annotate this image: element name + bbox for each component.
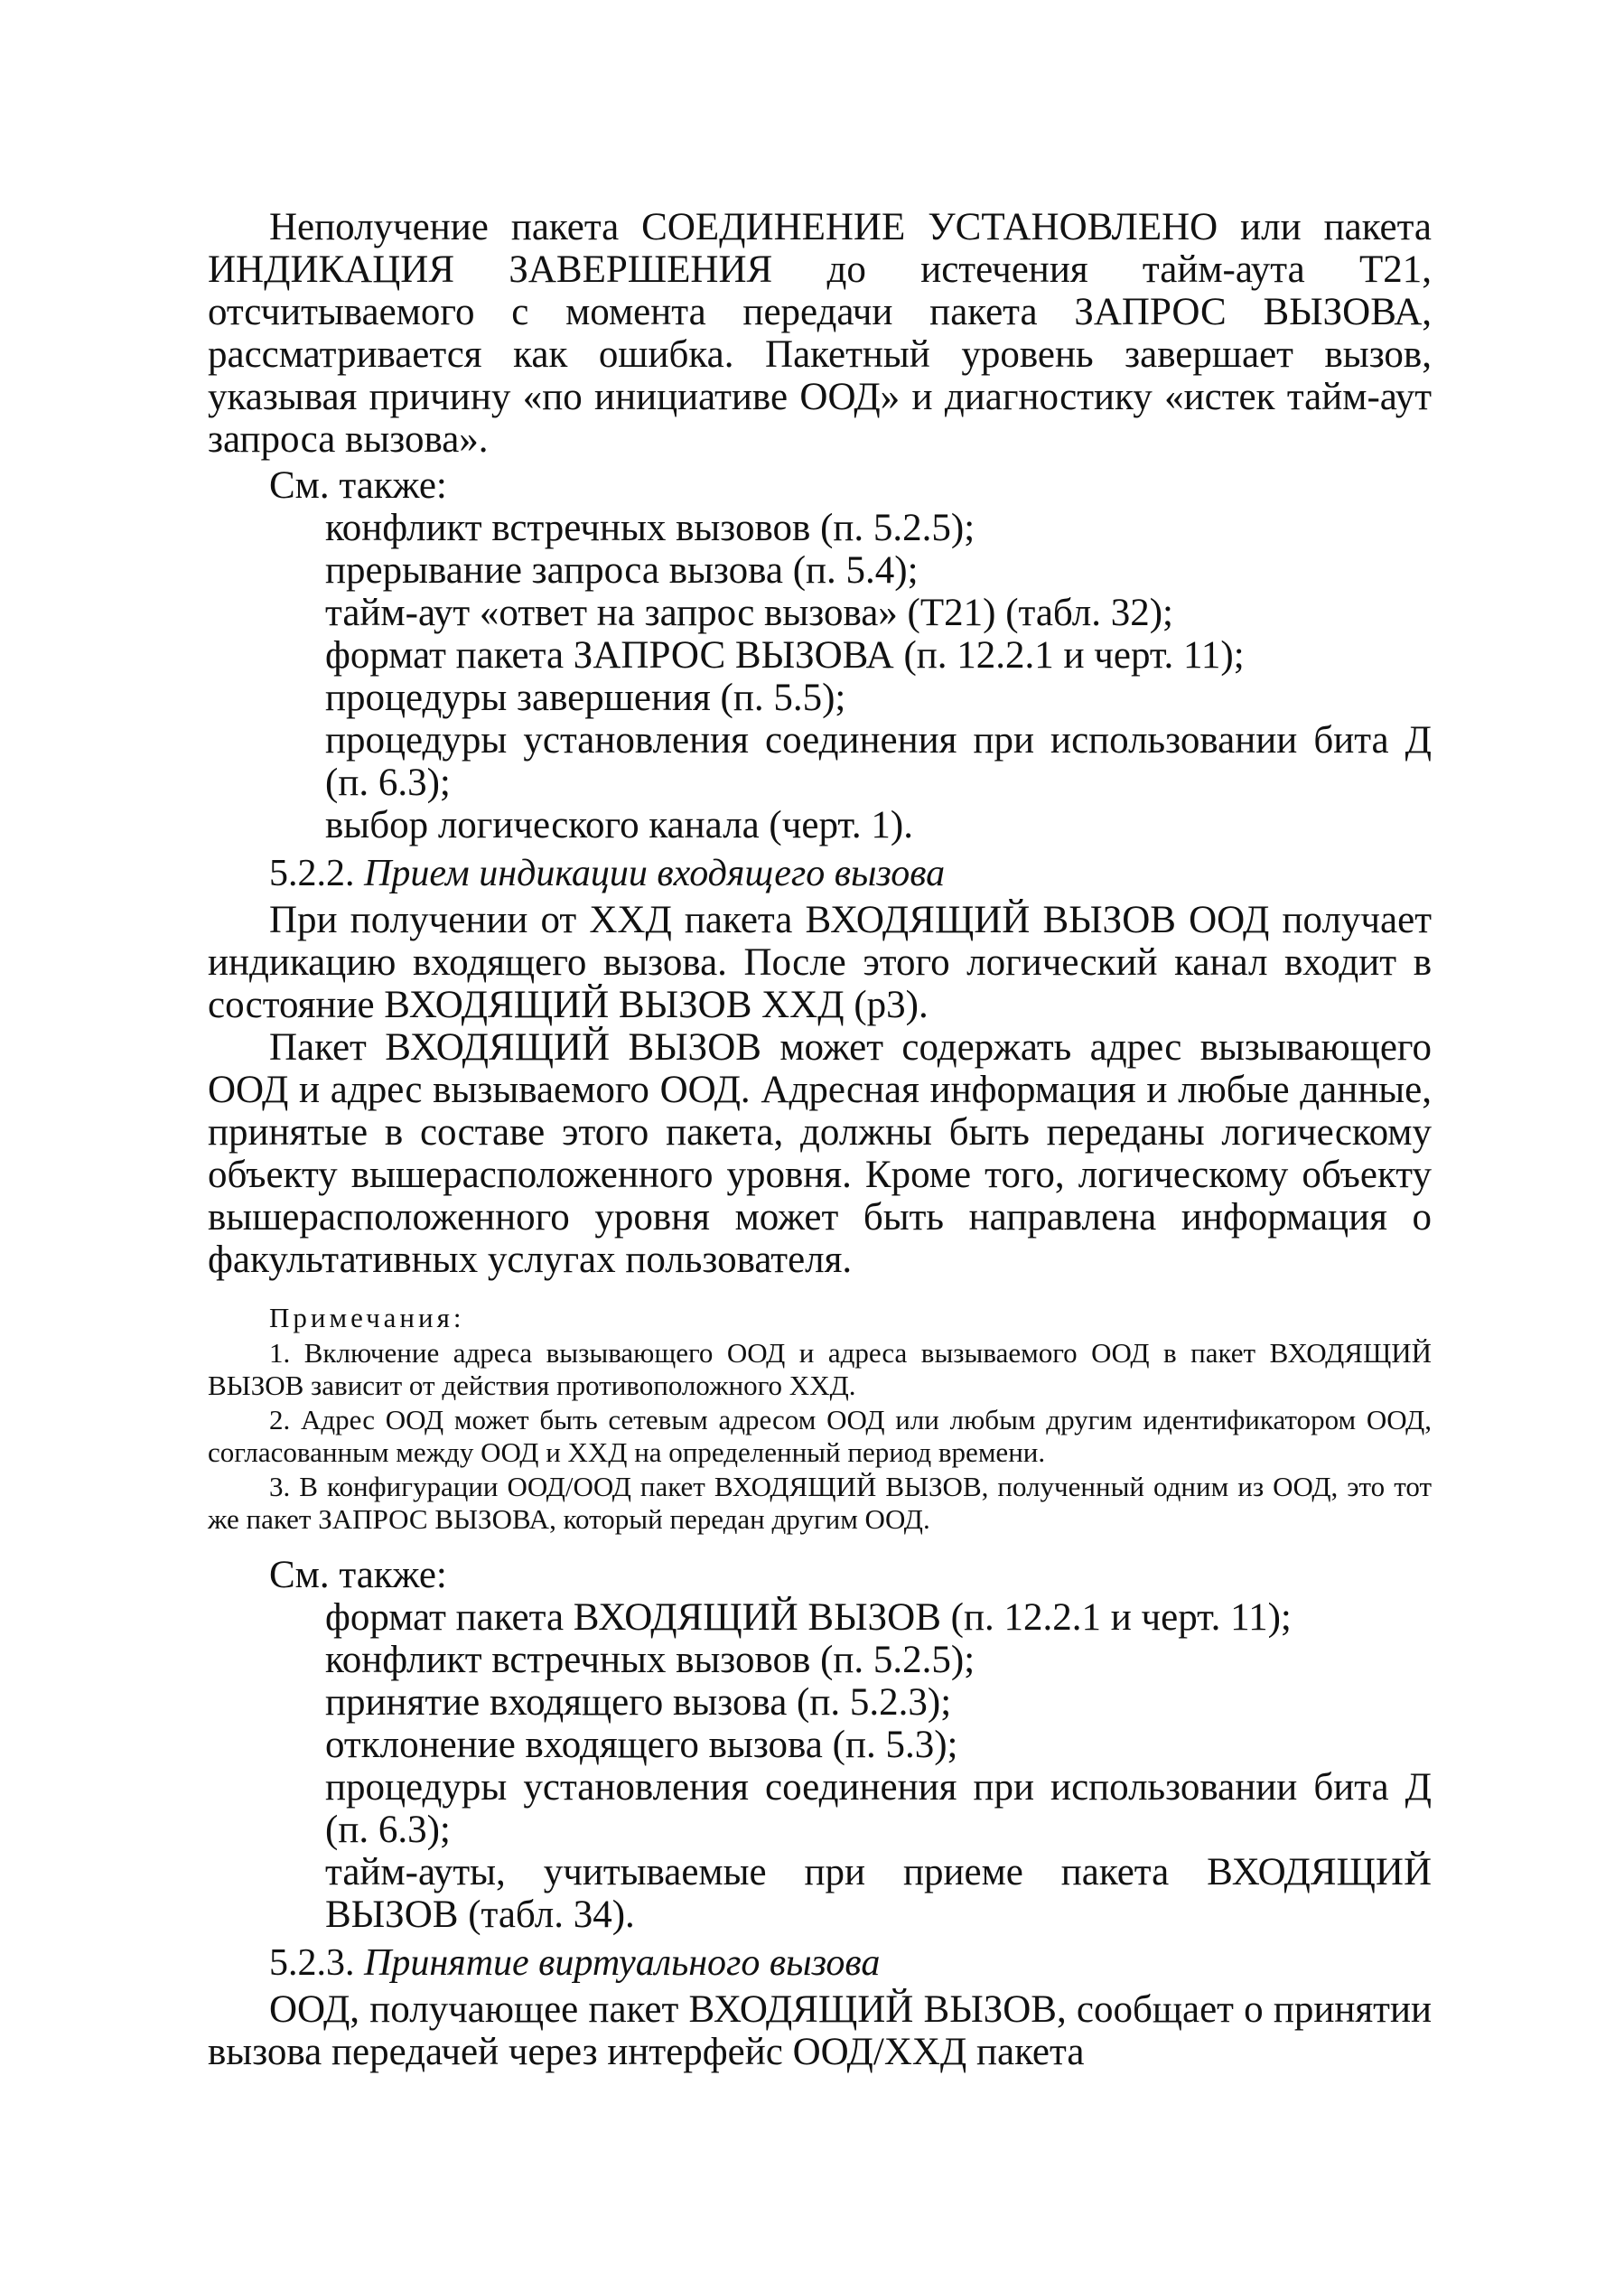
- see-also-list-1: [208, 507, 1432, 846]
- see-also-item: формат пакета ВХОДЯЩИЙ ВЫЗОВ (п. 12.2.1 и черт. 11);: [325, 1596, 1292, 1639]
- section-paragraph: При получении от ХХД пакета ВХОДЯЩИЙ ВЫЗОВ ООД получает индикацию входящего вызова. После этого логический канал входит в состояние ВХОДЯЩИЙ ВЫЗОВ ХХД (р3).: [208, 899, 1432, 1026]
- see-also-item: тайм-ауты, учитываемые при приеме пакета ВХОДЯЩИЙ ВЫЗОВ (табл. 34).: [325, 1851, 1432, 1936]
- see-also-item: тайм-аут «ответ на запрос вызова» (Т21) (табл. 32);: [325, 592, 1173, 634]
- section-heading-5-2-2: [269, 852, 1432, 895]
- see-also-item: конфликт встречных вызовов (п. 5.2.5);: [325, 1639, 975, 1681]
- see-also-item: прерывание запроса вызова (п. 5.4);: [325, 549, 919, 592]
- notes-list: [208, 1337, 1432, 1536]
- document-page: [208, 206, 1432, 2073]
- section-title: Прием индикации входящего вызова: [364, 853, 946, 894]
- see-also-label-1: См. также:: [269, 464, 447, 507]
- see-also-item: конфликт встречных вызовов (п. 5.2.5);: [325, 507, 975, 549]
- section-number: 5.2.3.: [269, 1942, 355, 1984]
- see-also-item: отклонение входящего вызова (п. 5.3);: [325, 1724, 958, 1766]
- intro-paragraph: Неполучение пакета СОЕДИНЕНИЕ УСТАНОВЛЕНО или пакета ИНДИКАЦИЯ ЗАВЕРШЕНИЯ до истечения тайм-аута Т21, отсчитываемого с момента передачи пакета ЗАПРОС ВЫЗОВА, рассматривается как ошибка. Пакетный уровень завершает вызов, указывая причину «по инициативе ООД» и диагностику «истек тайм-аут запроса вызова».: [208, 206, 1432, 461]
- see-also-item: формат пакета ЗАПРОС ВЫЗОВА (п. 12.2.1 и черт. 11);: [325, 634, 1245, 677]
- note-item: 3. В конфигурации ООД/ООД пакет ВХОДЯЩИЙ ВЫЗОВ, полученный одним из ООД, это тот же пакет ЗАПРОС ВЫЗОВА, который передан другим ООД.: [208, 1471, 1432, 1535]
- see-also-item: выбор логического канала (черт. 1).: [325, 804, 914, 846]
- note-item: 1. Включение адреса вызывающего ООД и адреса вызываемого ООД в пакет ВХОДЯЩИЙ ВЫЗОВ зависит от действия противоположного ХХД.: [208, 1337, 1432, 1401]
- notes-label: Примечания:: [269, 1302, 465, 1333]
- section-title: Принятие виртуального вызова: [364, 1942, 881, 1984]
- see-also-label-2: См. также:: [269, 1554, 447, 1596]
- section-number: 5.2.2.: [269, 853, 355, 894]
- see-also-item: принятие входящего вызова (п. 5.2.3);: [325, 1681, 952, 1724]
- see-also-item: процедуры установления соединения при использовании бита Д (п. 6.3);: [325, 1766, 1432, 1851]
- see-also-item: процедуры завершения (п. 5.5);: [325, 677, 846, 719]
- section-paragraph: ООД, получающее пакет ВХОДЯЩИЙ ВЫЗОВ, сообщает о принятии вызова передачей через интерфейс ООД/ХХД пакета: [208, 1988, 1432, 2073]
- note-item: 2. Адрес ООД может быть сетевым адресом ООД или любым другим идентификатором ООД, согласованным между ООД и ХХД на определенный период времени.: [208, 1404, 1432, 1468]
- see-also-item: процедуры установления соединения при использовании бита Д (п. 6.3);: [325, 719, 1432, 804]
- section-heading-5-2-3: [269, 1941, 1432, 1985]
- see-also-list-2: [208, 1596, 1432, 1936]
- section-paragraph: Пакет ВХОДЯЩИЙ ВЫЗОВ может содержать адрес вызывающего ООД и адрес вызываемого ООД. Адресная информация и любые данные, принятые в составе этого пакета, должны быть переданы логическому объекту вышерасположенного уровня. Кроме того, логическому объекту вышерасположенного уровня может быть направлена информация о факультативных услугах пользователя.: [208, 1026, 1432, 1281]
